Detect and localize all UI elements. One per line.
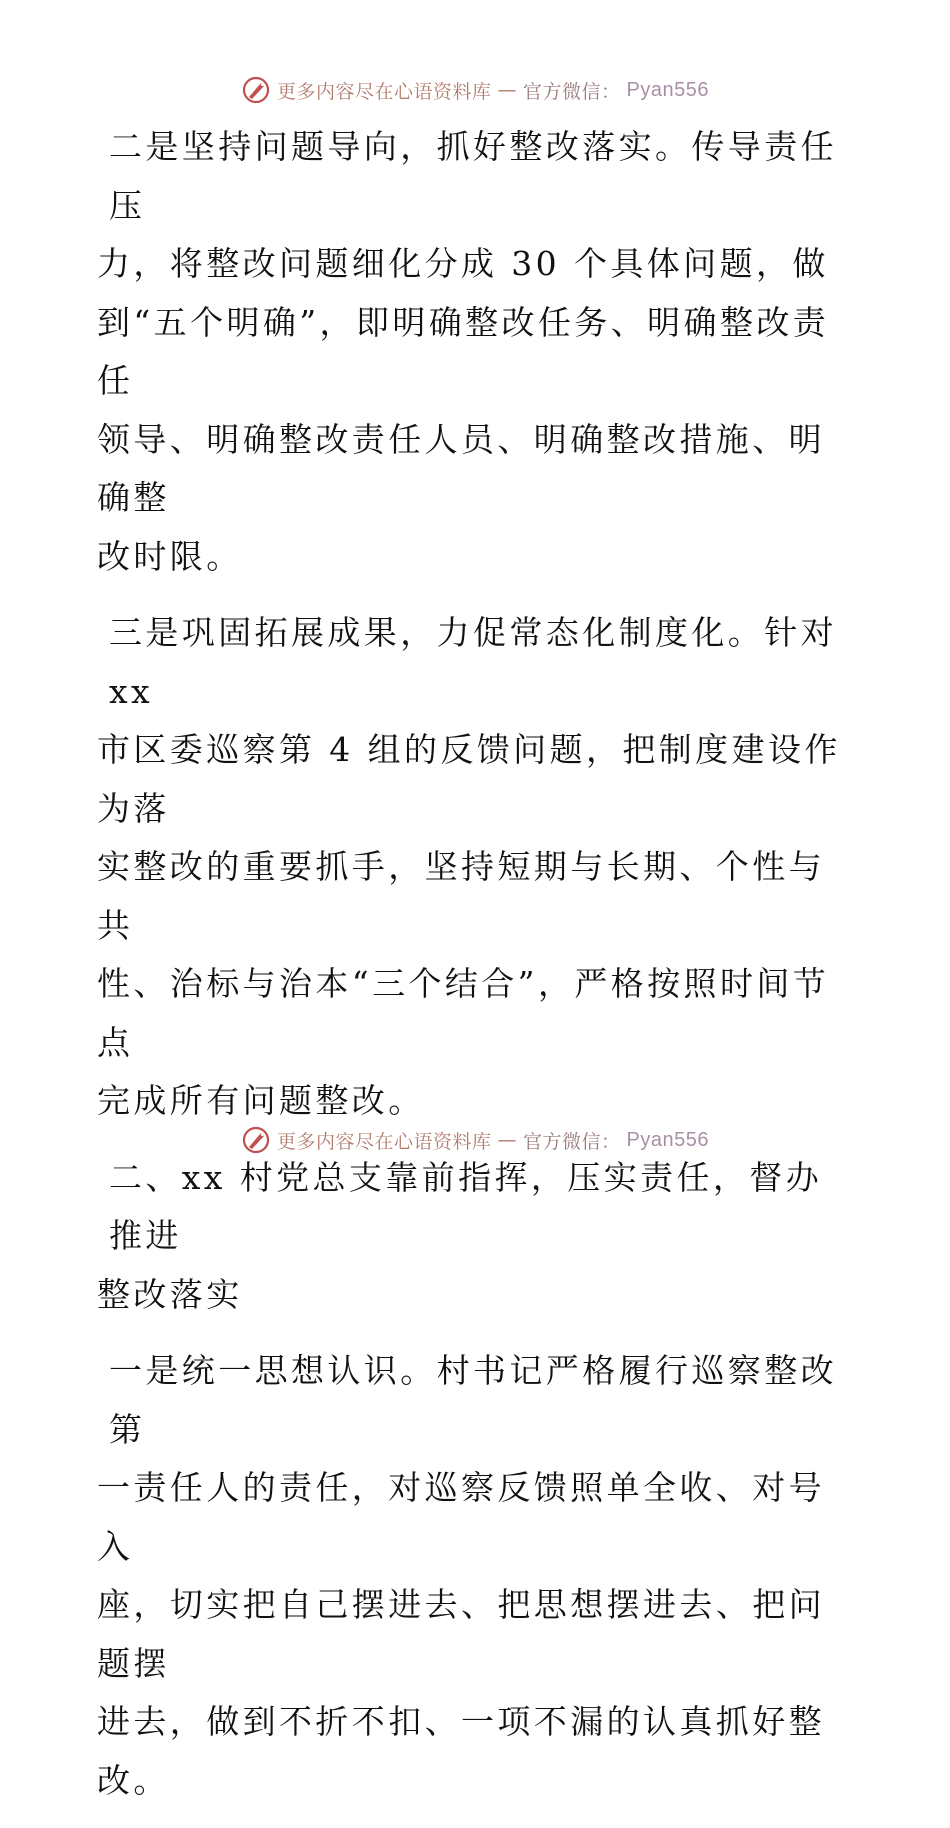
text-line: 改时限。 [97, 536, 243, 576]
text-line: 二、xx 村党总支靠前指挥，压实责任，督办推进 [109, 1157, 823, 1255]
watermark-dash: — [497, 1129, 518, 1151]
watermark-text: 更多内容尽在心语资料库 [277, 1130, 492, 1153]
watermark-wechat-id: Pyan556 [626, 78, 709, 101]
watermark-wechat-label: 官方微信： [523, 80, 621, 103]
text-line: 力，将整改问题细化分成 30 个具体问题，做 [97, 244, 829, 283]
section-heading [97, 1149, 857, 1325]
text-line: 一是统一思想认识。村书记严格履行巡察整改第 [109, 1351, 837, 1449]
watermark-wechat-id: Pyan556 [626, 1128, 709, 1151]
text-line: 二是坚持问题导向，抓好整改落实。传导责任压 [109, 127, 837, 225]
text-line: 完成所有问题整改。 [97, 1081, 425, 1120]
text-line: 一责任人的责任，对巡察反馈照单全收、对号入 [97, 1468, 825, 1566]
paragraph-2 [97, 604, 857, 1131]
text-line: 整改落实 [97, 1274, 243, 1314]
text-line: 座，切实把自己摆进去、把思想摆进去、把问题摆 [97, 1585, 825, 1683]
text-line: 进去，做到不折不扣、一项不漏的认真抓好整改。 [97, 1702, 825, 1800]
watermark-wechat-label: 官方微信： [523, 1130, 621, 1153]
text-line: 性、治标与治本“三个结合”，严格按照时间节点 [97, 964, 830, 1062]
document-body [97, 118, 857, 1828]
pen-logo-icon [241, 1125, 271, 1155]
text-line: 实整改的重要抓手，坚持短期与长期、个性与共 [97, 847, 825, 945]
text-line: 到“五个明确”，即明确整改任务、明确整改责任 [97, 302, 830, 400]
paragraph-3 [97, 1342, 857, 1810]
text-line: 三是巩固拓展成果，力促常态化制度化。针对 xx [109, 613, 837, 711]
header-watermark [0, 70, 950, 110]
text-line: 市区委巡察第 4 组的反馈问题，把制度建设作为落 [97, 730, 841, 828]
watermark-dash: — [497, 79, 518, 101]
paragraph-1 [97, 118, 857, 586]
pen-logo-icon [241, 75, 271, 105]
footer-watermark [0, 1120, 950, 1160]
text-line: 领导、明确整改责任人员、明确整改措施、明确整 [97, 419, 825, 517]
watermark-text: 更多内容尽在心语资料库 [277, 80, 492, 103]
